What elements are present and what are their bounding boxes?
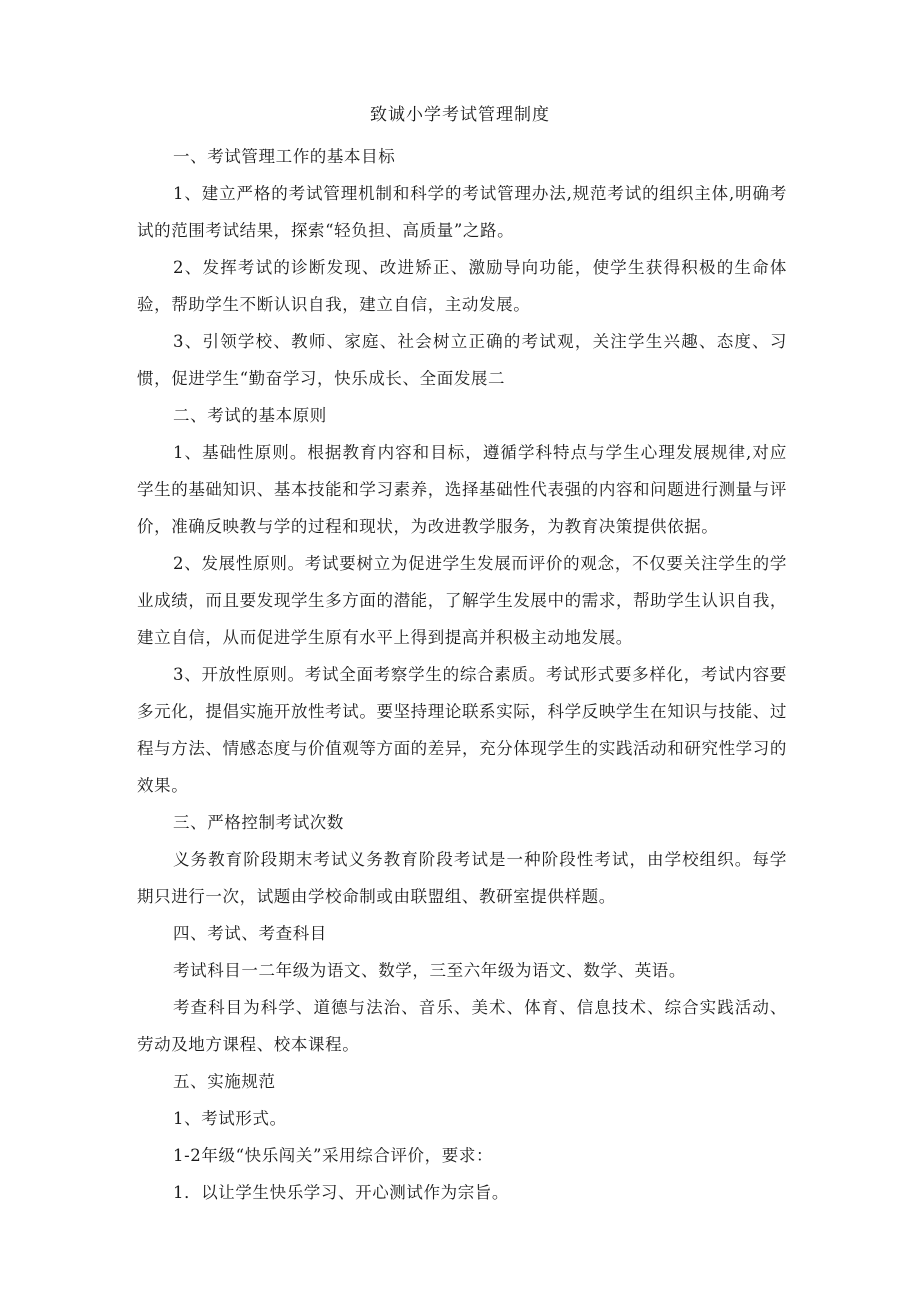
document-body xyxy=(137,138,787,1211)
paragraph: 1．以让学生快乐学习、开心测试作为宗旨。 xyxy=(173,1183,509,1202)
paragraph: 1、考试形式。 xyxy=(173,1109,287,1128)
paragraph: 3、引领学校、教师、家庭、社会树立正确的考试观，关注学生兴趣、态度、习惯，促进学生“勤奋学习，快乐成长、全面发展二 xyxy=(137,332,787,388)
document-title: 致诚小学考试管理制度 xyxy=(370,105,550,125)
paragraph: 1、基础性原则。根据教育内容和目标，遵循学科特点与学生心理发展规律,对应学生的基础知识、基本技能和学习素养，选择基础性代表强的内容和问题进行测量与评价，准确反映教与学的过程和现状，为改进教学服务，为教育决策提供依据。 xyxy=(137,443,787,536)
section-heading-4: 四、考试、考查科目 xyxy=(173,924,327,943)
paragraph: 考试科目一二年级为语文、数学，三至六年级为语文、数学、英语。 xyxy=(173,961,686,980)
paragraph: 2、发挥考试的诊断发现、改进矫正、激励导向功能，使学生获得积极的生命体验，帮助学生不断认识自我，建立自信，主动发展。 xyxy=(137,258,787,314)
section-heading-5: 五、实施规范 xyxy=(173,1072,276,1091)
paragraph: 1-2年级“快乐闯关”采用综合评价，要求： xyxy=(173,1146,494,1165)
section-heading-2: 二、考试的基本原则 xyxy=(173,406,327,425)
section-heading-3: 三、严格控制考试次数 xyxy=(173,813,344,832)
paragraph: 1、建立严格的考试管理机制和科学的考试管理办法,规范考试的组织主体,明确考试的范围考试结果，探索“轻负担、高质量”之路。 xyxy=(137,184,787,240)
paragraph: 2、发展性原则。考试要树立为促进学生发展而评价的观念，不仅要关注学生的学业成绩，而且要发现学生多方面的潜能，了解学生发展中的需求，帮助学生认识自我，建立自信，从而促进学生原有水平上得到提高并积极主动地发展。 xyxy=(137,554,787,647)
paragraph: 考查科目为科学、道德与法治、音乐、美术、体育、信息技术、综合实践活动、劳动及地方课程、校本课程。 xyxy=(137,998,787,1054)
paragraph: 义务教育阶段期末考试义务教育阶段考试是一种阶段性考试，由学校组织。每学期只进行一次，试题由学校命制或由联盟组、教研室提供样题。 xyxy=(137,850,787,906)
paragraph: 3、开放性原则。考试全面考察学生的综合素质。考试形式要多样化，考试内容要多元化，提倡实施开放性考试。要坚持理论联系实际，科学反映学生在知识与技能、过程与方法、情感态度与价值观等方面的差异，充分体现学生的实践活动和研究性学习的效果。 xyxy=(137,665,787,795)
section-heading-1: 一、考试管理工作的基本目标 xyxy=(173,147,396,166)
